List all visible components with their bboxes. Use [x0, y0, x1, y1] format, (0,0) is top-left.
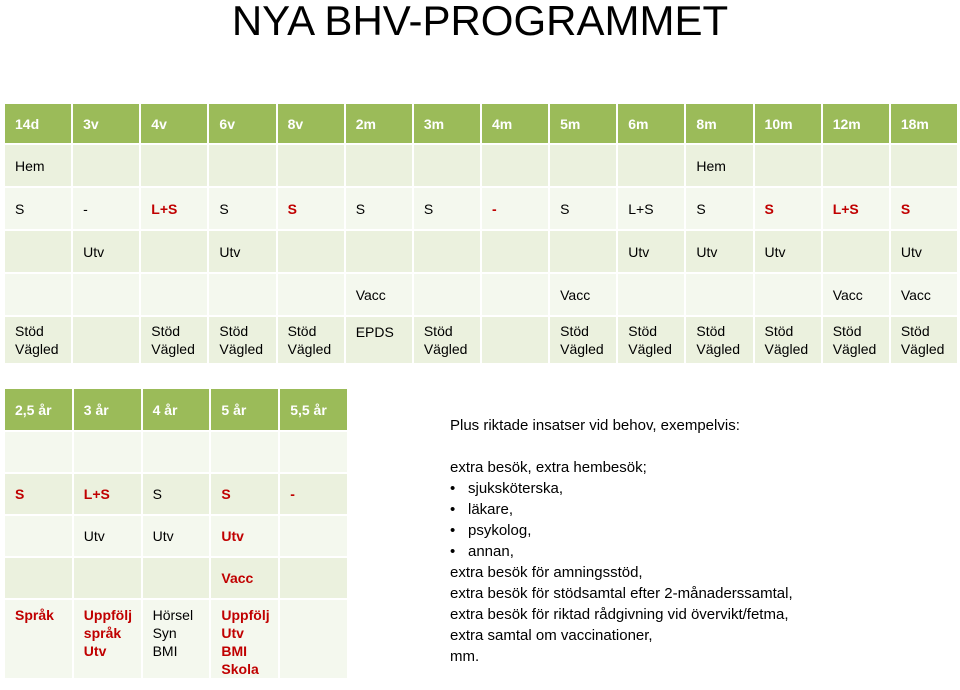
bullet-icon: •	[450, 543, 456, 560]
table-cell: Utv	[211, 516, 278, 556]
table-cell: S	[209, 188, 275, 229]
table-cell	[74, 600, 141, 678]
column-header: 2,5 år	[5, 389, 72, 430]
table-cell	[280, 432, 347, 472]
table-row-spacer	[5, 432, 347, 472]
table-cell: S	[211, 474, 278, 514]
notes-line: extra besök för stödsamtal efter 2-månaderssamtal,	[450, 585, 793, 602]
column-header: 6v	[209, 104, 275, 143]
table-cell: L+S	[823, 188, 889, 229]
table-cell	[5, 317, 71, 363]
column-header: 5m	[550, 104, 616, 143]
table-cell	[141, 274, 207, 315]
page-title: NYA BHV-PROGRAMMET	[231, 0, 729, 44]
table-cell	[5, 600, 72, 678]
table-cell	[891, 317, 957, 363]
cell-line: Hörsel	[152, 607, 194, 623]
schedule-table-infant	[3, 102, 959, 365]
table-row-s	[5, 188, 957, 229]
table-cell	[278, 145, 344, 186]
cell-line: Vägled	[423, 341, 468, 357]
table-cell: S	[5, 474, 72, 514]
table-cell: S	[5, 188, 71, 229]
table-cell	[823, 145, 889, 186]
table-cell	[211, 600, 278, 678]
table-cell: S	[686, 188, 752, 229]
table-cell: S	[891, 188, 957, 229]
bullet-text: läkare,	[468, 501, 514, 518]
table-cell: Utv	[618, 231, 684, 272]
bullet-icon: •	[450, 522, 456, 539]
cell-line: Stöd	[560, 323, 589, 339]
cell-line: Utv	[221, 625, 244, 641]
cell-line: Vägled	[628, 341, 672, 357]
table-cell: Utv	[74, 516, 141, 556]
column-header: 3v	[73, 104, 139, 143]
table-cell	[755, 317, 821, 363]
cell-line: Vägled	[15, 341, 59, 357]
bullet-item	[450, 499, 793, 520]
cell-line: Uppfölj	[221, 607, 270, 623]
table-cell	[755, 145, 821, 186]
table-cell	[5, 516, 72, 556]
table-cell	[74, 558, 141, 598]
column-header: 14d	[5, 104, 71, 143]
table-cell	[5, 558, 72, 598]
table-cell	[414, 145, 480, 186]
table-cell: Utv	[686, 231, 752, 272]
table-row-utv	[5, 231, 957, 272]
table-cell	[278, 274, 344, 315]
table-cell: S	[414, 188, 480, 229]
column-header: 8v	[278, 104, 344, 143]
table-cell: Vacc	[211, 558, 278, 598]
column-header: 18m	[891, 104, 957, 143]
table-cell: Hem	[686, 145, 752, 186]
table-cell	[482, 274, 548, 315]
cell-line: språk	[83, 625, 122, 641]
table-cell	[143, 558, 210, 598]
table-row-utv	[5, 516, 347, 556]
table-cell	[5, 432, 72, 472]
table-cell	[414, 317, 480, 363]
column-header: 6m	[618, 104, 684, 143]
table-cell	[482, 317, 548, 363]
column-header: 10m	[755, 104, 821, 143]
column-header: 12m	[823, 104, 889, 143]
table-cell	[143, 432, 210, 472]
table-cell	[823, 317, 889, 363]
table-cell	[414, 274, 480, 315]
cell-line: Stöd	[15, 323, 44, 339]
bullet-text: psykolog,	[468, 522, 532, 539]
table-row-followup	[5, 600, 347, 678]
cell-line: EPDS	[355, 324, 394, 340]
column-header: 3m	[414, 104, 480, 143]
cell-line: Syn	[152, 625, 177, 641]
bullet-icon: •	[450, 501, 456, 518]
table-cell	[891, 145, 957, 186]
table-cell: S	[346, 188, 412, 229]
notes-line: extra besök, extra hembesök;	[450, 459, 647, 476]
table-cell	[482, 145, 548, 186]
table-cell: Hem	[5, 145, 71, 186]
cell-line: Vägled	[560, 341, 604, 357]
cell-line: Språk	[15, 607, 54, 623]
table-cell	[141, 317, 207, 363]
table-cell	[346, 231, 412, 272]
table-cell	[755, 274, 821, 315]
cell-line: Vägled	[151, 341, 195, 357]
bullet-text: sjuksköterska,	[468, 480, 564, 497]
table-cell: Vacc	[823, 274, 889, 315]
table-cell	[550, 317, 616, 363]
column-header: 3 år	[74, 389, 141, 430]
notes-line: extra besök för riktad rådgivning vid övervikt/fetma,	[450, 606, 789, 623]
notes-intro: Plus riktade insatser vid behov, exempelvis:	[450, 417, 740, 434]
table-cell	[686, 274, 752, 315]
notes-line: extra samtal om vaccinationer,	[450, 627, 653, 644]
cell-line: Utv	[83, 643, 107, 659]
table-row-s	[5, 474, 347, 514]
table-header-row	[5, 389, 347, 430]
table-cell	[550, 145, 616, 186]
table-cell: Utv	[209, 231, 275, 272]
table-cell: Utv	[755, 231, 821, 272]
cell-line: BMI	[152, 643, 178, 659]
cell-line: Vägled	[764, 341, 809, 357]
cell-line: BMI	[221, 643, 248, 659]
table-cell	[211, 432, 278, 472]
table-cell	[414, 231, 480, 272]
table-cell	[618, 145, 684, 186]
notes-line: mm.	[450, 648, 480, 665]
cell-line: Vägled	[219, 341, 264, 357]
table-cell	[209, 274, 275, 315]
cell-line: Stöd	[219, 323, 249, 339]
cell-line: Vägled	[696, 341, 740, 357]
bullet-item	[450, 520, 793, 541]
table-cell: -	[482, 188, 548, 229]
table-cell: Vacc	[550, 274, 616, 315]
table-row-vacc	[5, 558, 347, 598]
cell-line: Stöd	[764, 323, 794, 339]
cell-line: Stöd	[151, 323, 181, 339]
cell-line: Vägled	[832, 341, 877, 357]
bullet-text: annan,	[468, 543, 514, 560]
table-cell	[618, 317, 684, 363]
table-cell: Utv	[891, 231, 957, 272]
table-cell	[823, 231, 889, 272]
table-header-row	[5, 104, 957, 143]
table-cell: S	[550, 188, 616, 229]
cell-line: Vägled	[900, 341, 945, 357]
table-cell: S	[143, 474, 210, 514]
table-cell	[141, 231, 207, 272]
table-cell: L+S	[74, 474, 141, 514]
table-cell: L+S	[618, 188, 684, 229]
table-cell	[280, 600, 347, 678]
table-cell	[482, 231, 548, 272]
cell-line: Stöd	[628, 323, 658, 339]
table-cell	[143, 600, 210, 678]
table-cell	[5, 231, 71, 272]
table-cell	[280, 516, 347, 556]
table-cell	[73, 274, 139, 315]
table-cell	[73, 317, 139, 363]
table-cell	[280, 558, 347, 598]
column-header: 5 år	[211, 389, 278, 430]
table-cell: -	[73, 188, 139, 229]
table-cell: Vacc	[346, 274, 412, 315]
cell-line: Stöd	[900, 323, 930, 339]
table-cell	[74, 432, 141, 472]
table-cell	[618, 274, 684, 315]
table-cell: S	[278, 188, 344, 229]
table-row-stod	[5, 317, 957, 363]
table-cell	[278, 317, 344, 363]
table-cell	[550, 231, 616, 272]
table-cell	[141, 145, 207, 186]
cell-line: Uppfölj	[83, 607, 133, 623]
table-row-hem	[5, 145, 957, 186]
table-cell	[278, 231, 344, 272]
column-header: 4 år	[143, 389, 210, 430]
cell-line: Stöd	[696, 323, 726, 339]
table-row-vacc	[5, 274, 957, 315]
column-header: 4m	[482, 104, 548, 143]
cell-line: Stöd	[423, 323, 453, 339]
table-cell: L+S	[141, 188, 207, 229]
cell-line: Skola	[221, 661, 259, 677]
table-cell	[346, 317, 412, 363]
schedule-table-child	[3, 387, 349, 680]
table-cell	[5, 274, 71, 315]
table-cell: S	[755, 188, 821, 229]
table-cell: Vacc	[891, 274, 957, 315]
cell-line: Vägled	[287, 341, 332, 357]
column-header: 2m	[346, 104, 412, 143]
notes-list	[450, 457, 793, 667]
table-cell: Utv	[73, 231, 139, 272]
column-header: 8m	[686, 104, 752, 143]
table-cell	[686, 317, 752, 363]
cell-line: Stöd	[832, 323, 862, 339]
column-header: 5,5 år	[280, 389, 347, 430]
table-cell	[346, 145, 412, 186]
column-header: 4v	[141, 104, 207, 143]
bullet-item	[450, 478, 793, 499]
bullet-icon: •	[450, 480, 456, 497]
notes-line: extra besök för amningsstöd,	[450, 564, 643, 581]
table-cell: -	[280, 474, 347, 514]
table-cell	[209, 317, 275, 363]
cell-line: Stöd	[287, 323, 317, 339]
table-cell	[73, 145, 139, 186]
table-cell: Utv	[143, 516, 210, 556]
table-cell	[209, 145, 275, 186]
bullet-item	[450, 541, 793, 562]
